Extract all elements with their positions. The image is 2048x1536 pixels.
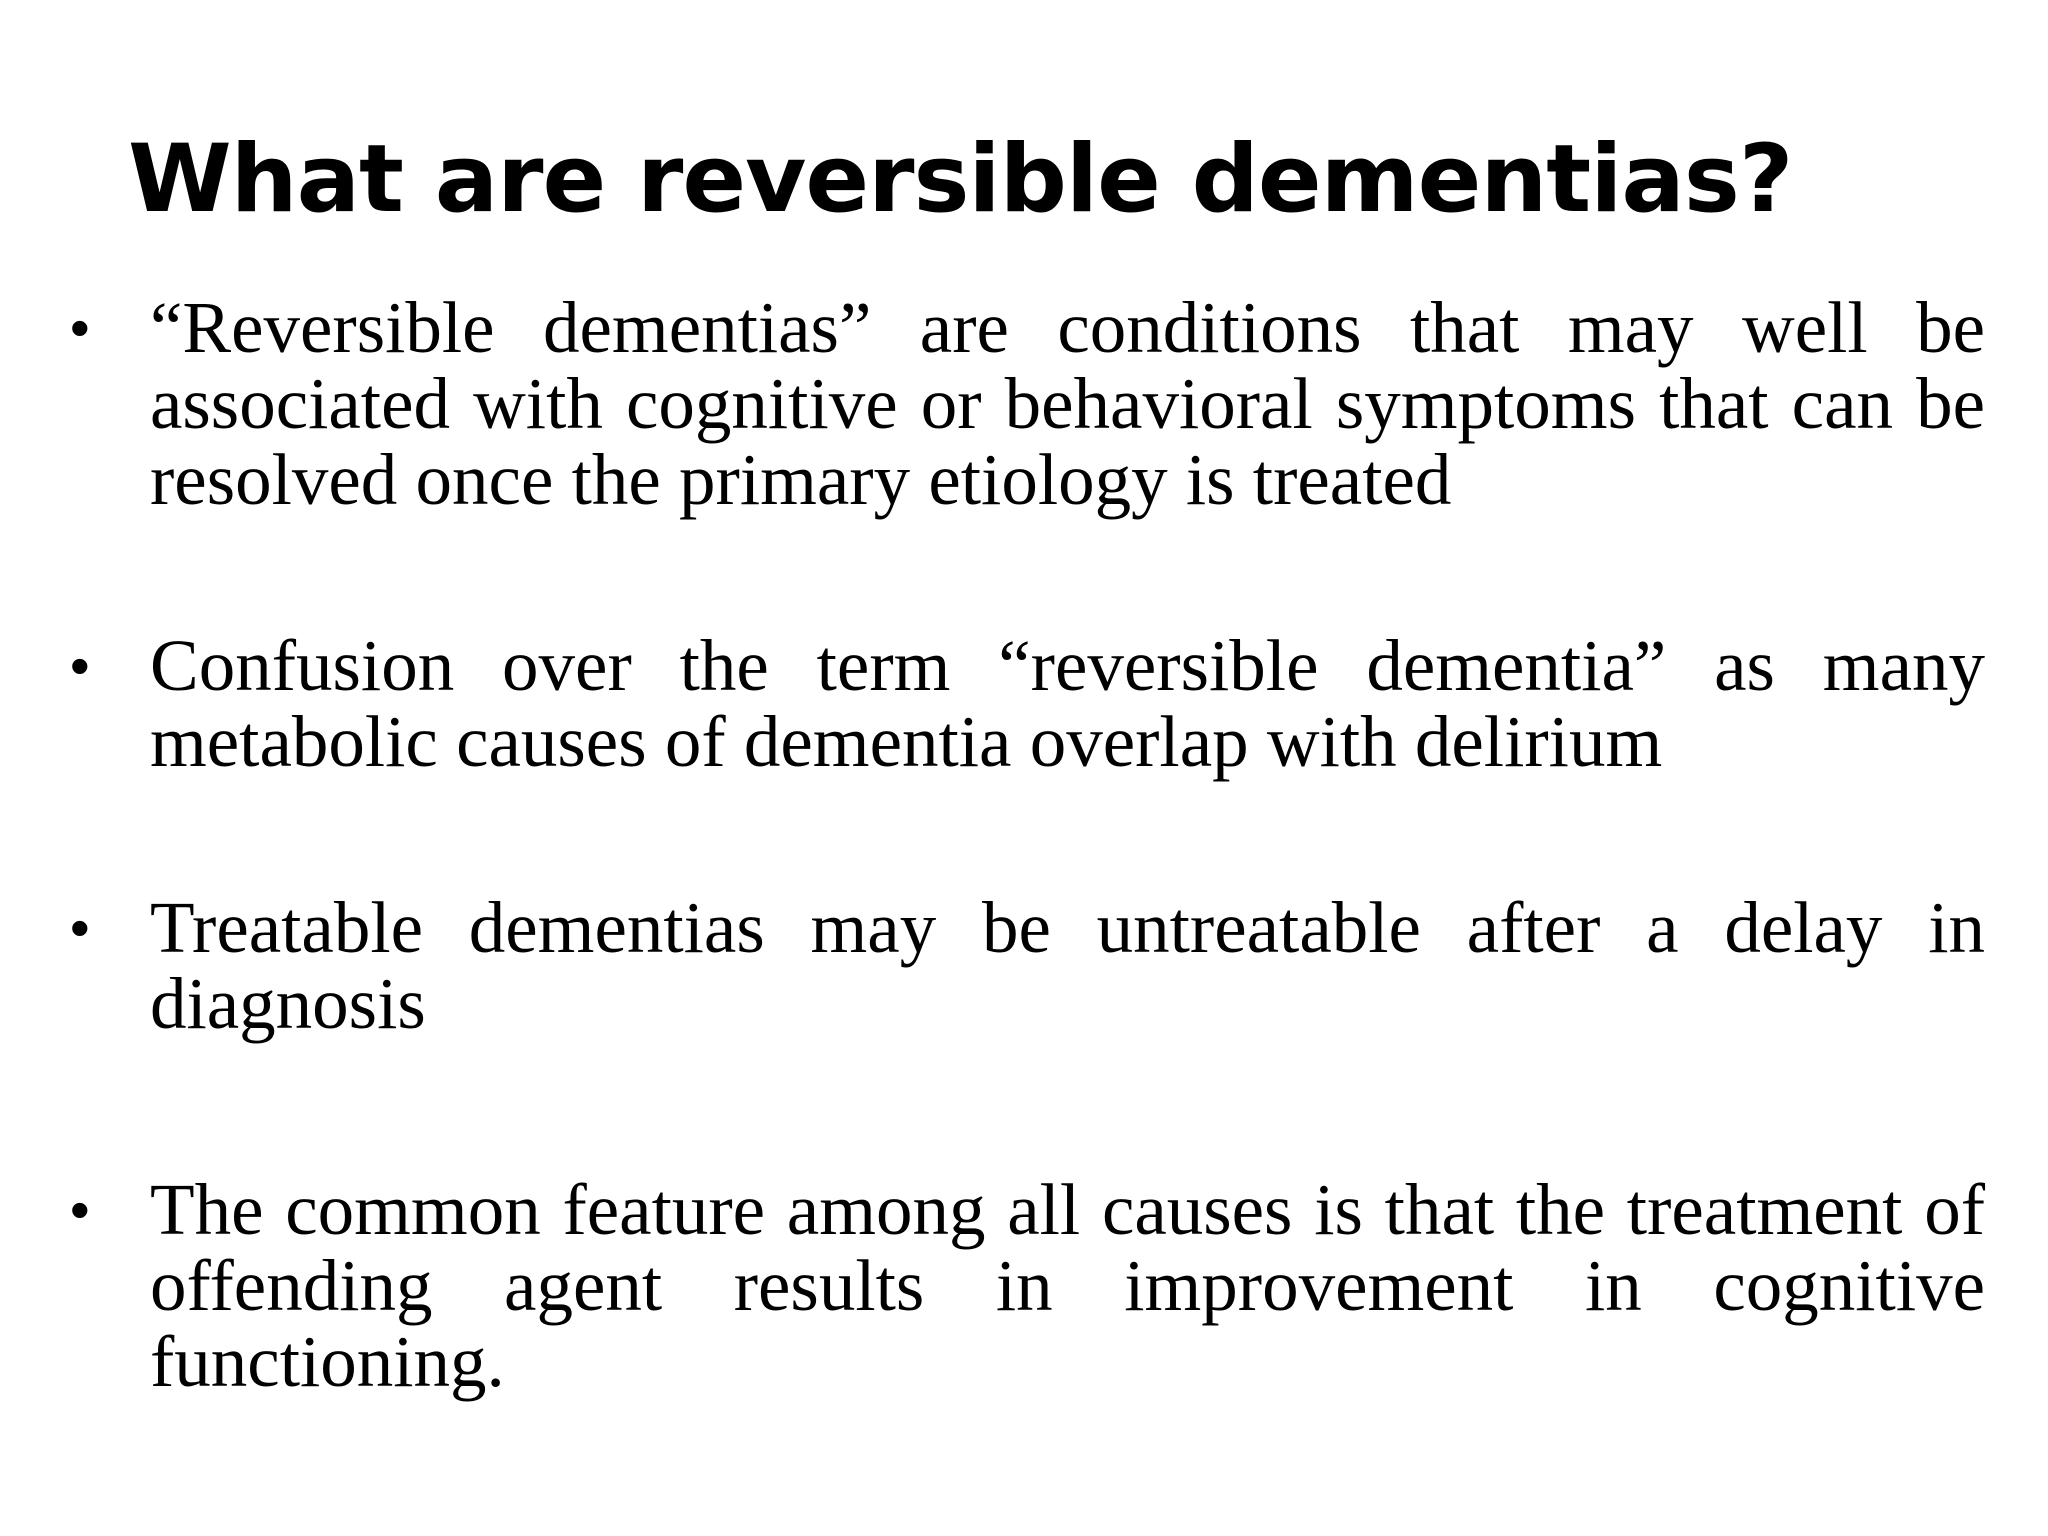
bullet-list	[70, 287, 1985, 1402]
bullet-text: The common feature among all causes is that the treatment of offending agent results in improvement in cognitive functioning.	[150, 1169, 1985, 1402]
bullet-text: “Reversible dementias” are conditions that may well be associated with cognitive or behavioral symptoms that can be resolved once the primary etiology is treated	[150, 287, 1985, 520]
bullet-icon: •	[70, 634, 90, 697]
bullet-icon: •	[70, 296, 90, 359]
bullet-icon: •	[70, 1178, 90, 1241]
bullet-item	[70, 1169, 1985, 1402]
bullet-item	[70, 625, 1985, 782]
bullet-text: Treatable dementias may be untreatable after a delay in diagnosis	[150, 887, 1985, 1044]
slide-title: What are reversible dementias?	[128, 125, 1793, 234]
bullet-item	[70, 287, 1985, 520]
bullet-text: Confusion over the term “reversible dementia” as many metabolic causes of dementia overlap with delirium	[150, 625, 1985, 782]
bullet-item	[70, 887, 1985, 1044]
bullet-icon: •	[70, 896, 90, 959]
